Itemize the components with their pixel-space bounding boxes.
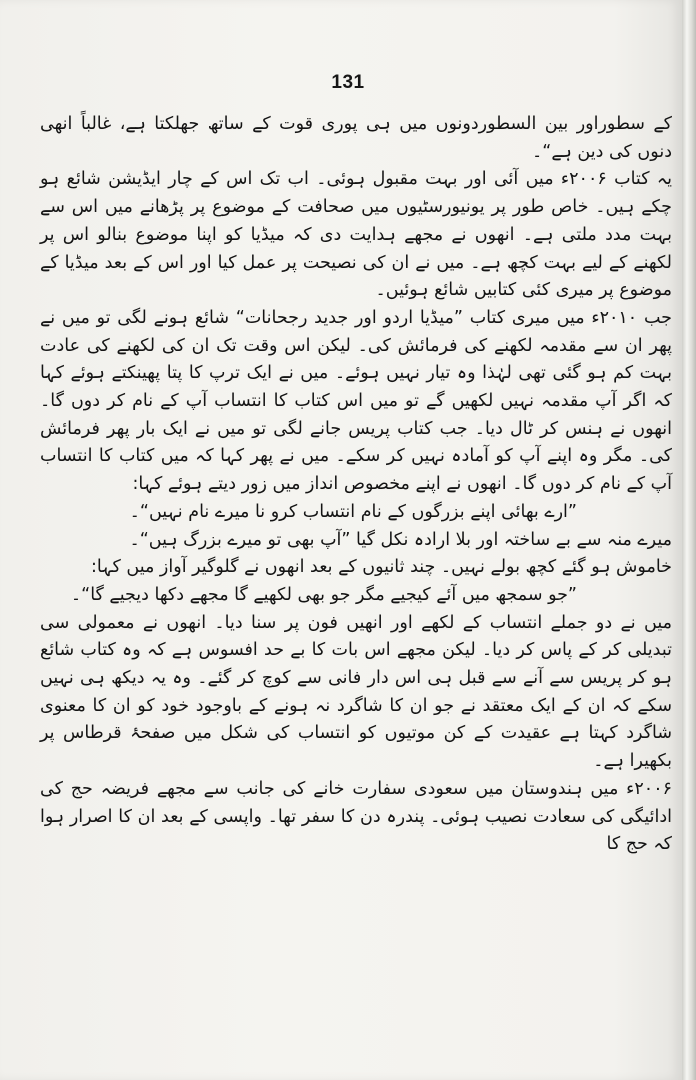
paragraph: میں نے دو جملے انتساب کے لکھے اور انھیں فون پر سنا دیا۔ انھوں نے معمولی سی تبدیلی کر کے پاس کر دیا۔ لیکن مجھے اس بات کا بے حد افسوس ہے کہ وہ کتاب شائع ہو کر پریس سے آنے سے قبل ہی اس دار فانی سے کوچ کر گئے۔ وہ یہ دیکھ ہی نہیں سکے کہ ان کے ایک معتقد نے جو ان کا شاگرد نہ ہونے کے باوجود خود کو ان کا معنوی شاگرد کہتا ہے عقیدت کے کن موتیوں کو انتساب کی شکل میں صفحۂ قرطاس پر بکھیرا ہے۔ (40, 612, 672, 772)
quote-paragraph: ”ارے بھائی اپنے بزرگوں کے نام انتساب کرو نا میرے نام نہیں“۔ (129, 501, 577, 522)
paragraph: خاموش ہو گئے کچھ بولے نہیں۔ چند ثانیوں کے بعد انھوں نے گلوگیر آواز میں کہا: (91, 557, 672, 578)
page-edge (682, 0, 696, 1080)
page-number: 131 (331, 72, 365, 93)
paragraph: یہ کتاب ۲۰۰۶ء میں آئی اور بہت مقبول ہوئی۔ اب تک اس کے چار ایڈیشن شائع ہو چکے ہیں۔ خاص طور پر یونیورسٹیوں میں صحافت کے موضوع پر پڑھانے میں اس سے بہت مدد ملتی ہے۔ انھوں نے مجھے ہدایت دی کہ میڈیا کو اپنا موضوع بنالو اس پر لکھنے کے لیے بہت کچھ ہے۔ میں نے ان کی نصیحت پر عمل کیا اور اس کے بعد میڈیا کے موضوع پر میری کئی کتابیں شائع ہوئیں۔ (40, 169, 672, 301)
quote-paragraph: ”جو سمجھ میں آئے کیجیے مگر جو بھی لکھیے گا مجھے دکھا دیجیے گا“۔ (70, 584, 577, 605)
paragraph: کے سطوراور بین السطوردونوں میں ہی پوری قوت کے ساتھ جھلکتا ہے، غالباً انھی دنوں کی دین ہے“۔ (40, 114, 672, 162)
paragraph: جب ۲۰۱۰ء میں میری کتاب ”میڈیا اردو اور جدید رجحانات“ شائع ہونے لگی تو میں نے پھر ان سے مقدمہ لکھنے کی فرمائش کی۔ لیکن اس وقت تک ان کی لکھنے کی عادت بہت کم ہو گئی تھی لہٰذا وہ تیار نہیں ہوئے۔ میں نے ایک ترپ کا پتا پھینکتے ہوئے کہا کہ اگر آپ مقدمہ نہیں لکھیں گے تو میں اس کتاب کا انتساب آپ کے نام کر دوں گا۔ انھوں نے ہنس کر ٹال دیا۔ جب کتاب پریس جانے لگی تو میں نے ایک بار پھر فرمائش کی۔ مگر وہ اپنے آپ کو آمادہ نہیں کر سکے۔ میں نے پھر کہا کہ میں کتاب کا انتساب آپ کے نام کر دوں گا۔ انھوں نے اپنے مخصوص انداز میں زور دیتے ہوئے کہا: (40, 307, 672, 495)
body-text (40, 111, 672, 859)
paragraph: میرے منہ سے بے ساختہ اور بلا ارادہ نکل گیا ”آپ بھی تو میرے بزرگ ہیں“۔ (129, 529, 672, 550)
paragraph: ۲۰۰۶ء میں ہندوستان میں سعودی سفارت خانے کی جانب سے مجھے فریضہ حج کی ادائیگی کی سعادت نصیب ہوئی۔ پندرہ دن کا سفر تھا۔ واپسی کے بعد ان کا اصرار ہوا کہ حج کا (40, 778, 672, 855)
